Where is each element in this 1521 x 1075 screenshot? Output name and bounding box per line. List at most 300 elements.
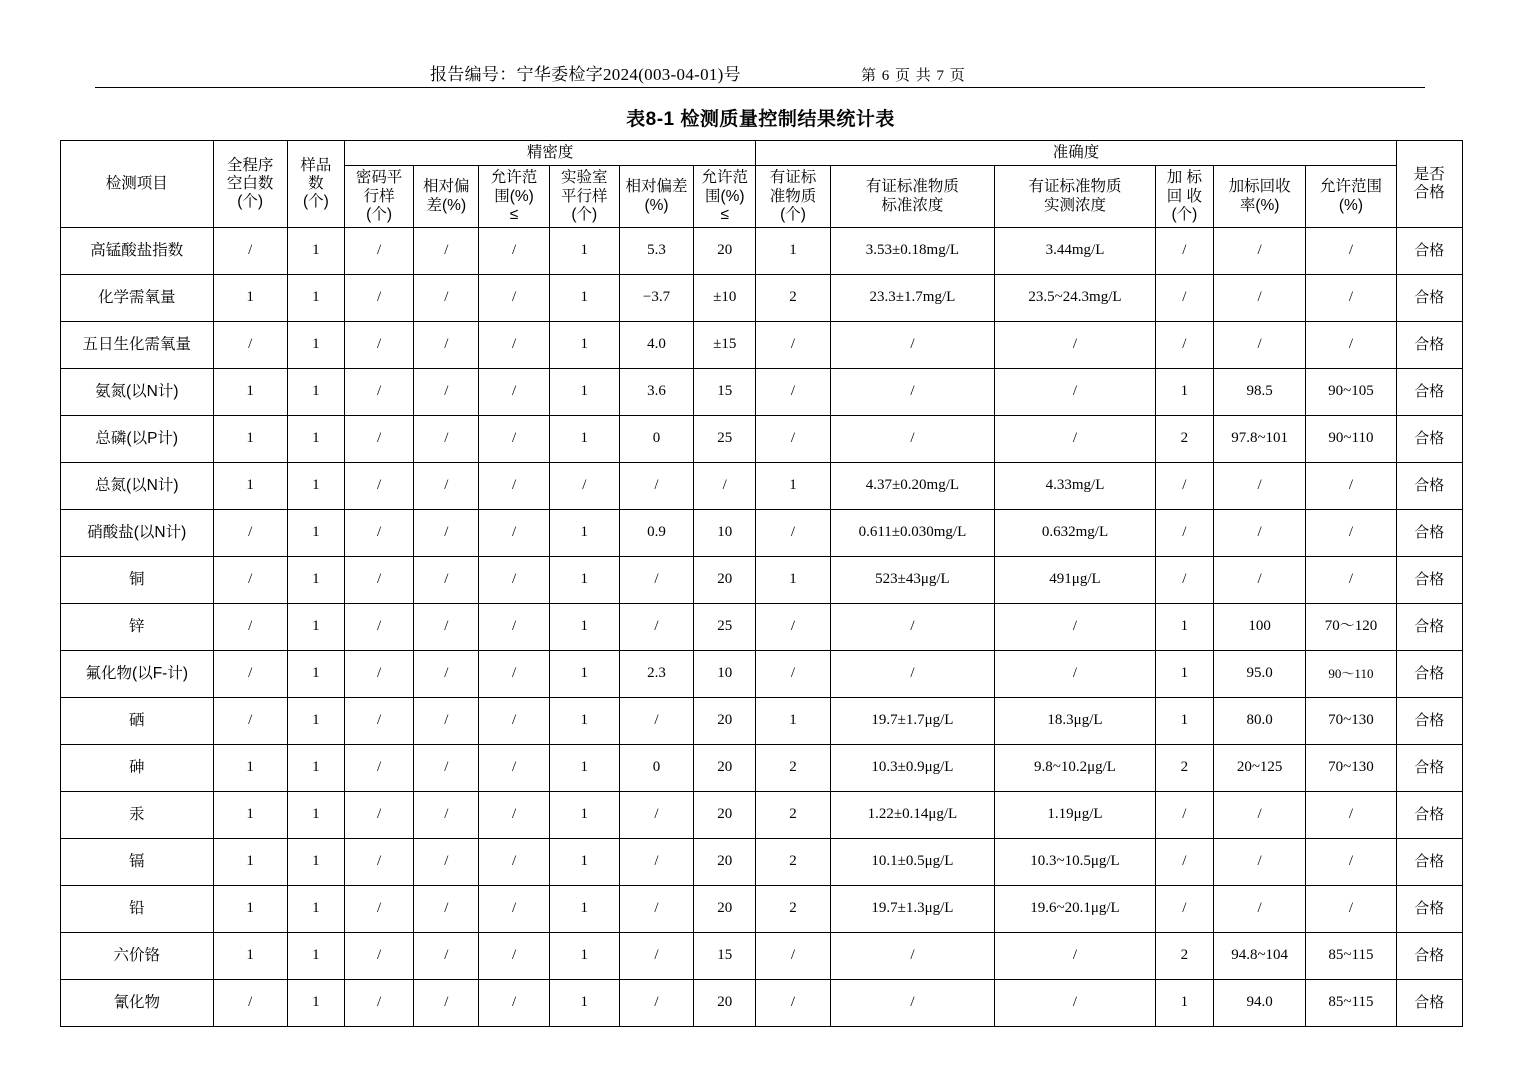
cell-blank-count: / [213, 228, 287, 275]
col-blank-count: 全程序 空白数 (个) [213, 141, 287, 228]
cell-relative-deviation-2: 2.3 [619, 651, 693, 698]
cell-crm-measured-concentration: 491μg/L [995, 557, 1156, 604]
cell-relative-deviation: / [414, 463, 479, 510]
cell-allow-range-3: 70~130 [1306, 698, 1396, 745]
table-row [61, 416, 1463, 463]
cell-recovery-rate: 98.5 [1213, 369, 1305, 416]
cell-crm-standard-concentration: / [830, 651, 995, 698]
cell-allow-range-3: / [1306, 886, 1396, 933]
col-recovery-rate: 加标回收 率(%) [1213, 166, 1305, 228]
cell-spike-count: / [1155, 228, 1213, 275]
cell-allow-range-1: / [479, 980, 549, 1027]
cell-recovery-rate: / [1213, 228, 1305, 275]
cell-recovery-rate: / [1213, 322, 1305, 369]
cell-item: 五日生化需氧量 [61, 322, 214, 369]
cell-allow-range-3: / [1306, 275, 1396, 322]
cell-recovery-rate: / [1213, 557, 1305, 604]
cell-relative-deviation: / [414, 604, 479, 651]
cell-item: 氰化物 [61, 980, 214, 1027]
cell-sample-count: 1 [287, 510, 344, 557]
cell-allow-range-2: 15 [694, 369, 756, 416]
cell-qualified: 合格 [1396, 322, 1462, 369]
cell-allow-range-2: 20 [694, 886, 756, 933]
cell-allow-range-3: 90~110 [1306, 416, 1396, 463]
page-header [95, 58, 1425, 88]
cell-relative-deviation-2: / [619, 698, 693, 745]
table-row [61, 933, 1463, 980]
cell-crm-count: / [756, 322, 830, 369]
cell-allow-range-2: 20 [694, 839, 756, 886]
cell-lab-parallel: 1 [549, 510, 619, 557]
cell-qualified: 合格 [1396, 510, 1462, 557]
cell-relative-deviation-2: 3.6 [619, 369, 693, 416]
cell-crm-measured-concentration: 23.5~24.3mg/L [995, 275, 1156, 322]
cell-relative-deviation: / [414, 369, 479, 416]
cell-allow-range-2: 20 [694, 792, 756, 839]
cell-qualified: 合格 [1396, 416, 1462, 463]
cell-spike-count: / [1155, 322, 1213, 369]
cell-crm-count: / [756, 980, 830, 1027]
cell-blank-count: 1 [213, 839, 287, 886]
cell-lab-parallel: 1 [549, 933, 619, 980]
cell-crm-standard-concentration: 523±43μg/L [830, 557, 995, 604]
cell-allow-range-3: / [1306, 463, 1396, 510]
cell-item: 高锰酸盐指数 [61, 228, 214, 275]
cell-allow-range-3: 90~105 [1306, 369, 1396, 416]
cell-allow-range-1: / [479, 510, 549, 557]
cell-allow-range-2: 25 [694, 604, 756, 651]
cell-spike-count: 2 [1155, 933, 1213, 980]
cell-allow-range-3: 85~115 [1306, 980, 1396, 1027]
cell-allow-range-2: 20 [694, 980, 756, 1027]
cell-blind-parallel: / [344, 510, 413, 557]
cell-sample-count: 1 [287, 933, 344, 980]
cell-relative-deviation-2: / [619, 557, 693, 604]
cell-qualified: 合格 [1396, 557, 1462, 604]
cell-crm-measured-concentration: / [995, 369, 1156, 416]
cell-item: 化学需氧量 [61, 275, 214, 322]
table-body [61, 228, 1463, 1027]
cell-blind-parallel: / [344, 745, 413, 792]
col-sample-count: 样品 数 (个) [287, 141, 344, 228]
cell-relative-deviation-2: / [619, 933, 693, 980]
col-crm-count: 有证标 准物质 (个) [756, 166, 830, 228]
cell-allow-range-1: / [479, 886, 549, 933]
cell-sample-count: 1 [287, 792, 344, 839]
cell-qualified: 合格 [1396, 980, 1462, 1027]
cell-blank-count: / [213, 604, 287, 651]
cell-relative-deviation: / [414, 416, 479, 463]
cell-blank-count: / [213, 651, 287, 698]
cell-crm-standard-concentration: 4.37±0.20mg/L [830, 463, 995, 510]
cell-crm-count: / [756, 510, 830, 557]
cell-relative-deviation-2: / [619, 839, 693, 886]
col-relative-deviation: 相对偏 差(%) [414, 166, 479, 228]
cell-recovery-rate: / [1213, 839, 1305, 886]
cell-spike-count: 1 [1155, 698, 1213, 745]
cell-spike-count: / [1155, 275, 1213, 322]
cell-relative-deviation: / [414, 510, 479, 557]
table-row [61, 839, 1463, 886]
cell-allow-range-2: / [694, 463, 756, 510]
cell-allow-range-1: / [479, 792, 549, 839]
col-allow-range-3: 允许范围 (%) [1306, 166, 1396, 228]
cell-sample-count: 1 [287, 463, 344, 510]
cell-qualified: 合格 [1396, 369, 1462, 416]
cell-allow-range-1: / [479, 698, 549, 745]
cell-crm-count: 2 [756, 745, 830, 792]
cell-blank-count: / [213, 698, 287, 745]
cell-crm-count: 2 [756, 275, 830, 322]
cell-lab-parallel: 1 [549, 275, 619, 322]
cell-allow-range-3: 85~115 [1306, 933, 1396, 980]
cell-lab-parallel: 1 [549, 745, 619, 792]
cell-spike-count: 2 [1155, 416, 1213, 463]
cell-item: 硒 [61, 698, 214, 745]
cell-spike-count: / [1155, 839, 1213, 886]
cell-blind-parallel: / [344, 275, 413, 322]
cell-lab-parallel: 1 [549, 416, 619, 463]
cell-crm-count: 1 [756, 228, 830, 275]
cell-crm-count: / [756, 369, 830, 416]
table-head [61, 141, 1463, 228]
cell-relative-deviation-2: / [619, 980, 693, 1027]
cell-blind-parallel: / [344, 416, 413, 463]
cell-recovery-rate: 100 [1213, 604, 1305, 651]
col-relative-deviation-2: 相对偏差 (%) [619, 166, 693, 228]
cell-lab-parallel: 1 [549, 980, 619, 1027]
cell-relative-deviation: / [414, 745, 479, 792]
table-row [61, 322, 1463, 369]
table-row [61, 651, 1463, 698]
cell-relative-deviation: / [414, 839, 479, 886]
table-row [61, 510, 1463, 557]
cell-allow-range-2: 10 [694, 651, 756, 698]
cell-blind-parallel: / [344, 322, 413, 369]
cell-crm-measured-concentration: 19.6~20.1μg/L [995, 886, 1156, 933]
cell-spike-count: 1 [1155, 980, 1213, 1027]
cell-allow-range-1: / [479, 322, 549, 369]
cell-allow-range-2: 20 [694, 698, 756, 745]
cell-item: 六价铬 [61, 933, 214, 980]
cell-recovery-rate: / [1213, 510, 1305, 557]
cell-sample-count: 1 [287, 886, 344, 933]
cell-item: 锌 [61, 604, 214, 651]
report-number: 报告编号：宁华委检字2024(003-04-01)号 [430, 65, 741, 84]
cell-relative-deviation-2: / [619, 604, 693, 651]
cell-crm-standard-concentration: / [830, 933, 995, 980]
cell-qualified: 合格 [1396, 698, 1462, 745]
qc-results-table [60, 140, 1463, 1027]
cell-blank-count: / [213, 557, 287, 604]
table-row [61, 792, 1463, 839]
cell-blind-parallel: / [344, 463, 413, 510]
cell-crm-measured-concentration: 10.3~10.5μg/L [995, 839, 1156, 886]
cell-crm-measured-concentration: 18.3μg/L [995, 698, 1156, 745]
col-lab-parallel: 实验室 平行样 (个) [549, 166, 619, 228]
cell-relative-deviation-2: 0 [619, 416, 693, 463]
cell-allow-range-2: ±10 [694, 275, 756, 322]
cell-sample-count: 1 [287, 651, 344, 698]
cell-crm-measured-concentration: 1.19μg/L [995, 792, 1156, 839]
cell-crm-standard-concentration: / [830, 604, 995, 651]
cell-allow-range-1: / [479, 651, 549, 698]
table-row [61, 980, 1463, 1027]
table-row [61, 745, 1463, 792]
cell-allow-range-1: / [479, 463, 549, 510]
table-row [61, 463, 1463, 510]
cell-crm-standard-concentration: 10.1±0.5μg/L [830, 839, 995, 886]
cell-spike-count: / [1155, 557, 1213, 604]
col-blind-parallel: 密码平 行样 (个) [344, 166, 413, 228]
cell-recovery-rate: 94.0 [1213, 980, 1305, 1027]
cell-spike-count: / [1155, 510, 1213, 557]
col-spike-count: 加 标 回 收 (个) [1155, 166, 1213, 228]
cell-relative-deviation: / [414, 792, 479, 839]
cell-qualified: 合格 [1396, 933, 1462, 980]
cell-relative-deviation-2: −3.7 [619, 275, 693, 322]
cell-recovery-rate: 94.8~104 [1213, 933, 1305, 980]
cell-qualified: 合格 [1396, 839, 1462, 886]
cell-allow-range-3: 70～120 [1306, 604, 1396, 651]
cell-lab-parallel: 1 [549, 604, 619, 651]
cell-blind-parallel: / [344, 369, 413, 416]
cell-blind-parallel: / [344, 604, 413, 651]
cell-qualified: 合格 [1396, 275, 1462, 322]
cell-crm-count: / [756, 933, 830, 980]
cell-spike-count: / [1155, 792, 1213, 839]
cell-lab-parallel: 1 [549, 322, 619, 369]
cell-blind-parallel: / [344, 557, 413, 604]
cell-allow-range-1: / [479, 745, 549, 792]
cell-allow-range-1: / [479, 557, 549, 604]
col-item: 检测项目 [61, 141, 214, 228]
cell-lab-parallel: 1 [549, 698, 619, 745]
table-row [61, 228, 1463, 275]
cell-recovery-rate: / [1213, 886, 1305, 933]
cell-relative-deviation-2: 0.9 [619, 510, 693, 557]
cell-relative-deviation-2: 4.0 [619, 322, 693, 369]
col-allow-range-1: 允许范 围(%) ≤ [479, 166, 549, 228]
cell-spike-count: / [1155, 463, 1213, 510]
cell-crm-standard-concentration: / [830, 416, 995, 463]
cell-crm-standard-concentration: 1.22±0.14μg/L [830, 792, 995, 839]
cell-blind-parallel: / [344, 839, 413, 886]
cell-allow-range-2: 15 [694, 933, 756, 980]
cell-lab-parallel: 1 [549, 886, 619, 933]
cell-relative-deviation: / [414, 322, 479, 369]
cell-allow-range-2: 20 [694, 228, 756, 275]
cell-allow-range-1: / [479, 369, 549, 416]
col-allow-range-2: 允许范 围(%) ≤ [694, 166, 756, 228]
cell-item: 氨氮(以N计) [61, 369, 214, 416]
cell-allow-range-3: / [1306, 228, 1396, 275]
cell-allow-range-2: 25 [694, 416, 756, 463]
cell-lab-parallel: 1 [549, 369, 619, 416]
cell-blank-count: 1 [213, 933, 287, 980]
cell-lab-parallel: 1 [549, 228, 619, 275]
cell-blank-count: 1 [213, 463, 287, 510]
cell-item: 总磷(以P计) [61, 416, 214, 463]
cell-crm-count: / [756, 651, 830, 698]
cell-crm-standard-concentration: 19.7±1.3μg/L [830, 886, 995, 933]
col-crm-standard-concentration: 有证标准物质 标准浓度 [830, 166, 995, 228]
cell-relative-deviation: / [414, 651, 479, 698]
cell-sample-count: 1 [287, 322, 344, 369]
cell-crm-measured-concentration: / [995, 416, 1156, 463]
cell-relative-deviation-2: / [619, 792, 693, 839]
cell-sample-count: 1 [287, 698, 344, 745]
cell-relative-deviation: / [414, 933, 479, 980]
col-group-accuracy: 准确度 [756, 141, 1396, 166]
cell-allow-range-2: ±15 [694, 322, 756, 369]
cell-relative-deviation: / [414, 275, 479, 322]
cell-spike-count: 1 [1155, 651, 1213, 698]
cell-allow-range-2: 10 [694, 510, 756, 557]
cell-spike-count: 2 [1155, 745, 1213, 792]
cell-blind-parallel: / [344, 228, 413, 275]
cell-crm-standard-concentration: 0.611±0.030mg/L [830, 510, 995, 557]
cell-sample-count: 1 [287, 228, 344, 275]
cell-spike-count: 1 [1155, 604, 1213, 651]
cell-allow-range-2: 20 [694, 745, 756, 792]
cell-crm-standard-concentration: 10.3±0.9μg/L [830, 745, 995, 792]
cell-qualified: 合格 [1396, 651, 1462, 698]
cell-blind-parallel: / [344, 980, 413, 1027]
header-row-1 [61, 141, 1463, 166]
cell-crm-count: 1 [756, 463, 830, 510]
cell-sample-count: 1 [287, 980, 344, 1027]
col-group-precision: 精密度 [344, 141, 755, 166]
cell-crm-measured-concentration: 9.8~10.2μg/L [995, 745, 1156, 792]
cell-relative-deviation-2: 5.3 [619, 228, 693, 275]
cell-crm-count: 2 [756, 792, 830, 839]
cell-blank-count: 1 [213, 416, 287, 463]
cell-qualified: 合格 [1396, 463, 1462, 510]
cell-item: 铜 [61, 557, 214, 604]
cell-sample-count: 1 [287, 557, 344, 604]
cell-allow-range-2: 20 [694, 557, 756, 604]
col-qualified: 是否 合格 [1396, 141, 1462, 228]
cell-allow-range-3: 90～110 [1306, 651, 1396, 698]
cell-crm-measured-concentration: / [995, 604, 1156, 651]
cell-blank-count: 1 [213, 275, 287, 322]
cell-crm-count: / [756, 416, 830, 463]
cell-item: 铅 [61, 886, 214, 933]
cell-recovery-rate: 95.0 [1213, 651, 1305, 698]
cell-blind-parallel: / [344, 933, 413, 980]
cell-qualified: 合格 [1396, 745, 1462, 792]
cell-item: 硝酸盐(以N计) [61, 510, 214, 557]
cell-sample-count: 1 [287, 604, 344, 651]
cell-relative-deviation: / [414, 557, 479, 604]
cell-allow-range-1: / [479, 416, 549, 463]
cell-allow-range-1: / [479, 228, 549, 275]
cell-lab-parallel: / [549, 463, 619, 510]
cell-blank-count: 1 [213, 792, 287, 839]
cell-crm-count: 2 [756, 839, 830, 886]
cell-recovery-rate: / [1213, 463, 1305, 510]
cell-crm-measured-concentration: / [995, 651, 1156, 698]
cell-sample-count: 1 [287, 745, 344, 792]
cell-blank-count: / [213, 322, 287, 369]
cell-blank-count: 1 [213, 369, 287, 416]
cell-crm-standard-concentration: 23.3±1.7mg/L [830, 275, 995, 322]
table-row [61, 275, 1463, 322]
cell-crm-measured-concentration: / [995, 322, 1156, 369]
page-number: 第 6 页 共 7 页 [860, 68, 966, 84]
cell-crm-standard-concentration: / [830, 322, 995, 369]
cell-qualified: 合格 [1396, 604, 1462, 651]
cell-item: 汞 [61, 792, 214, 839]
cell-crm-measured-concentration: 3.44mg/L [995, 228, 1156, 275]
cell-lab-parallel: 1 [549, 792, 619, 839]
cell-sample-count: 1 [287, 839, 344, 886]
cell-lab-parallel: 1 [549, 839, 619, 886]
cell-relative-deviation-2: 0 [619, 745, 693, 792]
cell-relative-deviation-2: / [619, 886, 693, 933]
cell-allow-range-3: / [1306, 510, 1396, 557]
cell-blank-count: 1 [213, 886, 287, 933]
cell-allow-range-3: / [1306, 557, 1396, 604]
cell-blind-parallel: / [344, 651, 413, 698]
cell-spike-count: / [1155, 886, 1213, 933]
cell-relative-deviation-2: / [619, 463, 693, 510]
cell-crm-count: / [756, 604, 830, 651]
table-row [61, 369, 1463, 416]
cell-crm-count: 1 [756, 557, 830, 604]
cell-allow-range-1: / [479, 933, 549, 980]
cell-recovery-rate: 97.8~101 [1213, 416, 1305, 463]
page-title: 表8-1 检测质量控制结果统计表 [626, 109, 895, 130]
table-row [61, 557, 1463, 604]
table-row [61, 604, 1463, 651]
cell-item: 氟化物(以F-计) [61, 651, 214, 698]
table-row [61, 698, 1463, 745]
cell-crm-standard-concentration: 19.7±1.7μg/L [830, 698, 995, 745]
cell-crm-count: 2 [756, 886, 830, 933]
cell-relative-deviation: / [414, 980, 479, 1027]
cell-relative-deviation: / [414, 886, 479, 933]
cell-allow-range-1: / [479, 604, 549, 651]
cell-item: 砷 [61, 745, 214, 792]
cell-qualified: 合格 [1396, 228, 1462, 275]
cell-item: 镉 [61, 839, 214, 886]
cell-allow-range-1: / [479, 839, 549, 886]
cell-sample-count: 1 [287, 416, 344, 463]
cell-qualified: 合格 [1396, 886, 1462, 933]
cell-crm-count: 1 [756, 698, 830, 745]
cell-allow-range-3: / [1306, 792, 1396, 839]
cell-blind-parallel: / [344, 886, 413, 933]
cell-blank-count: / [213, 980, 287, 1027]
cell-blank-count: / [213, 510, 287, 557]
cell-crm-measured-concentration: / [995, 980, 1156, 1027]
cell-crm-measured-concentration: 0.632mg/L [995, 510, 1156, 557]
cell-crm-standard-concentration: / [830, 369, 995, 416]
cell-lab-parallel: 1 [549, 651, 619, 698]
cell-sample-count: 1 [287, 275, 344, 322]
cell-relative-deviation: / [414, 228, 479, 275]
cell-qualified: 合格 [1396, 792, 1462, 839]
cell-spike-count: 1 [1155, 369, 1213, 416]
cell-crm-measured-concentration: 4.33mg/L [995, 463, 1156, 510]
cell-allow-range-3: / [1306, 322, 1396, 369]
cell-item: 总氮(以N计) [61, 463, 214, 510]
cell-blind-parallel: / [344, 792, 413, 839]
cell-sample-count: 1 [287, 369, 344, 416]
cell-allow-range-3: 70~130 [1306, 745, 1396, 792]
